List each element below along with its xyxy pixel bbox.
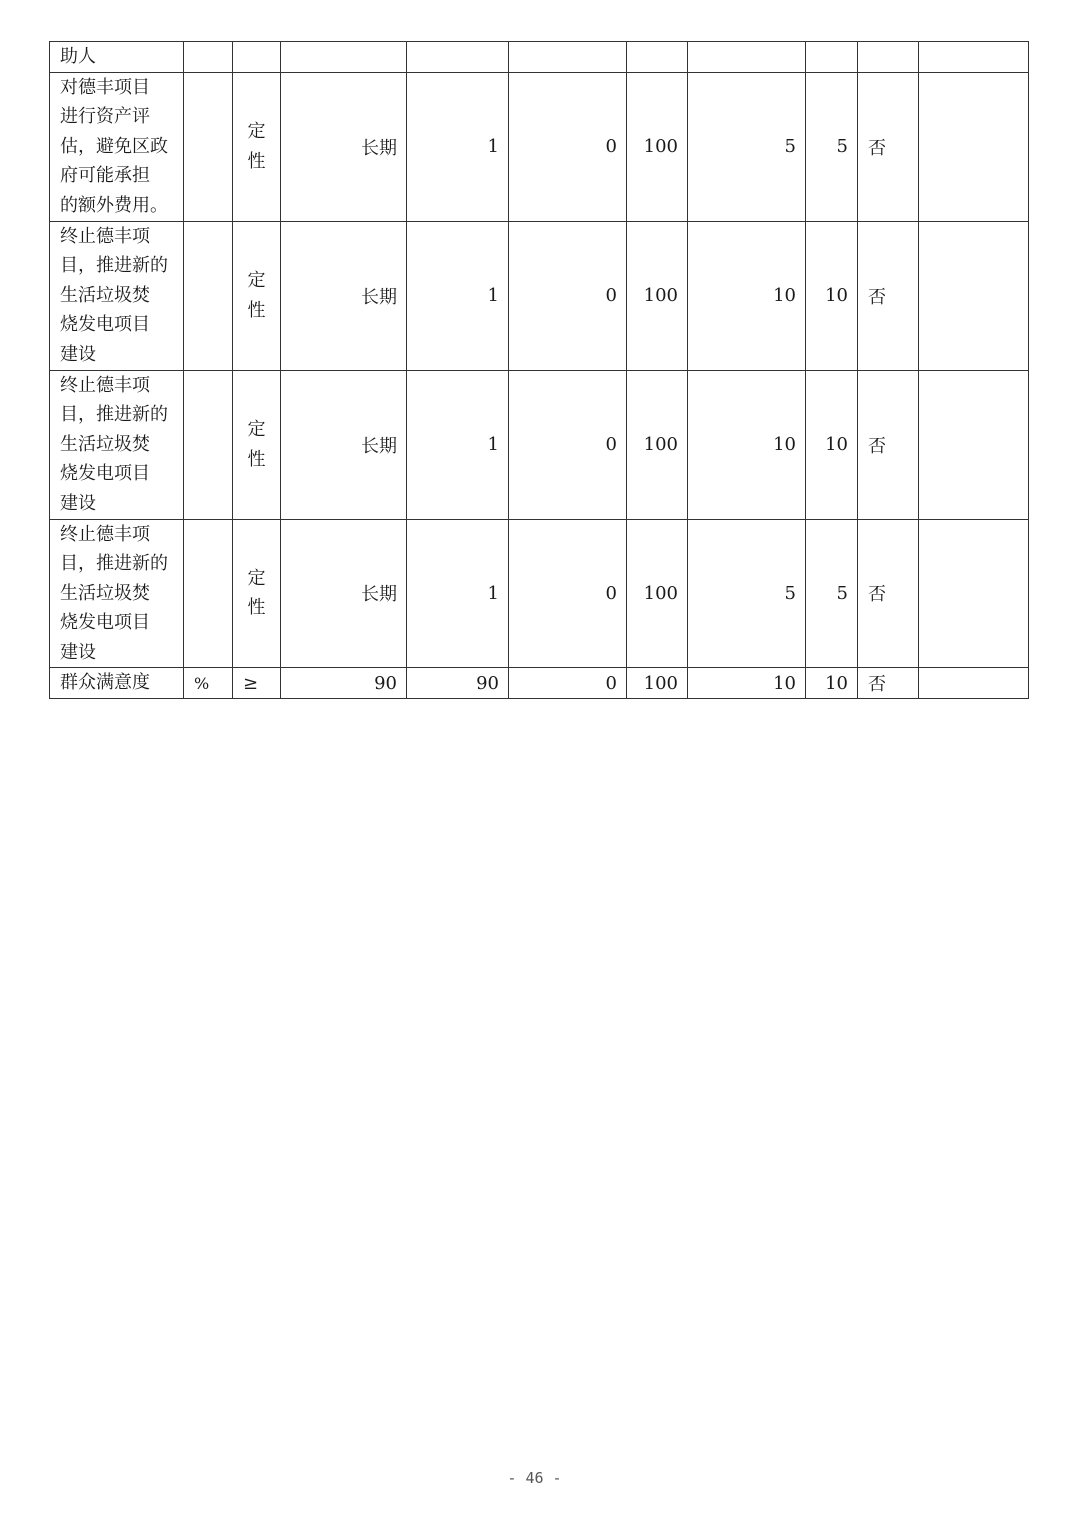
unit-cell: % [184,668,233,699]
nature-cell [233,370,281,519]
score-cell: 10 [806,370,858,519]
nature-label-char: 性 [247,299,266,321]
weight-cell: 10 [688,668,806,699]
flag-cell: 否 [858,72,919,221]
indicator-label-line: 的额外费用。 [60,194,168,216]
weight-cell: 10 [688,370,806,519]
table-body [50,42,1029,699]
score-cell: 10 [806,668,858,699]
operator-cell: ≥ [233,668,281,699]
actual-value-cell: 90 [407,668,509,699]
unit-cell [184,72,233,221]
indicator-label-line: 终止德丰项 [60,523,150,545]
table-row [50,221,1029,370]
remark-cell [919,42,1029,73]
table-row [50,668,1029,699]
target-value-cell: 长期 [281,72,407,221]
indicator-label-line: 进行资产评 [60,106,150,128]
indicator-label-line: 终止德丰项 [60,225,150,247]
indicator-cell [50,519,184,668]
nature-cell [233,221,281,370]
indicator-label-line: 生活垃圾焚 [60,582,150,604]
indicator-cell [50,42,184,73]
target-value-cell: 长期 [281,519,407,668]
indicator-label-line: 烧发电项目 [60,463,150,485]
table-row [50,370,1029,519]
weight-cell [688,42,806,73]
indicator-label-line: 生活垃圾焚 [60,284,150,306]
score-cell [806,42,858,73]
indicator-label-line: 终止德丰项 [60,374,150,396]
indicator-label-line: 建设 [60,641,96,663]
actual-value-cell: 1 [407,221,509,370]
indicator-label-line: 群众满意度 [60,672,150,694]
page-number: - 46 - [507,1469,562,1487]
score-cell: 5 [806,72,858,221]
indicator-label-line: 目，推进新的 [60,553,168,575]
weight-cell: 5 [688,519,806,668]
flag-cell: 否 [858,668,919,699]
indicator-label-line: 府可能承担 [60,165,150,187]
score-max-cell: 100 [627,72,688,221]
table-row [50,42,1029,73]
flag-cell: 否 [858,519,919,668]
unit-cell [184,221,233,370]
indicator-label-line: 生活垃圾焚 [60,433,150,455]
score-max-cell: 100 [627,668,688,699]
actual-value-cell [407,42,509,73]
target-value-cell: 90 [281,668,407,699]
indicator-label-line: 目，推进新的 [60,404,168,426]
score-min-cell: 0 [509,370,627,519]
score-max-cell [627,42,688,73]
score-max-cell: 100 [627,221,688,370]
score-cell: 10 [806,221,858,370]
remark-cell [919,519,1029,668]
indicator-label-line: 建设 [60,492,96,514]
score-cell: 5 [806,519,858,668]
nature-label-char: 性 [247,150,266,172]
target-value-cell: 长期 [281,370,407,519]
target-value-cell [281,42,407,73]
flag-cell [858,42,919,73]
actual-value-cell: 1 [407,72,509,221]
weight-cell: 5 [688,72,806,221]
nature-label-char: 定 [247,120,266,142]
remark-cell [919,668,1029,699]
nature-label-char: 性 [247,597,266,619]
nature-cell [233,72,281,221]
nature-label-char: 性 [247,448,266,470]
flag-cell: 否 [858,221,919,370]
indicator-cell [50,72,184,221]
operator-cell [233,42,281,73]
indicator-label-line: 烧发电项目 [60,612,150,634]
indicator-label-line: 目，推进新的 [60,255,168,277]
indicator-label-line: 对德丰项目 [60,76,150,98]
remark-cell [919,370,1029,519]
actual-value-cell: 1 [407,519,509,668]
indicator-cell [50,668,184,699]
nature-cell [233,519,281,668]
indicator-label-line: 助人 [60,46,96,67]
indicator-label-line: 建设 [60,343,96,365]
indicator-label-line: 烧发电项目 [60,314,150,336]
remark-cell [919,221,1029,370]
score-min-cell: 0 [509,519,627,668]
unit-cell [184,42,233,73]
actual-value-cell: 1 [407,370,509,519]
indicator-cell [50,370,184,519]
target-value-cell: 长期 [281,221,407,370]
nature-label-char: 定 [247,567,266,589]
unit-cell [184,370,233,519]
nature-label-char: 定 [247,418,266,440]
score-max-cell: 100 [627,370,688,519]
unit-cell [184,519,233,668]
remark-cell [919,72,1029,221]
score-min-cell: 0 [509,72,627,221]
score-min-cell: 0 [509,221,627,370]
indicator-label-line: 估，避免区政 [60,135,168,157]
nature-label-char: 定 [247,269,266,291]
score-min-cell: 0 [509,668,627,699]
weight-cell: 10 [688,221,806,370]
indicator-cell [50,221,184,370]
score-max-cell: 100 [627,519,688,668]
table-row [50,519,1029,668]
table-row [50,72,1029,221]
flag-cell: 否 [858,370,919,519]
performance-table [49,41,1029,699]
score-min-cell [509,42,627,73]
